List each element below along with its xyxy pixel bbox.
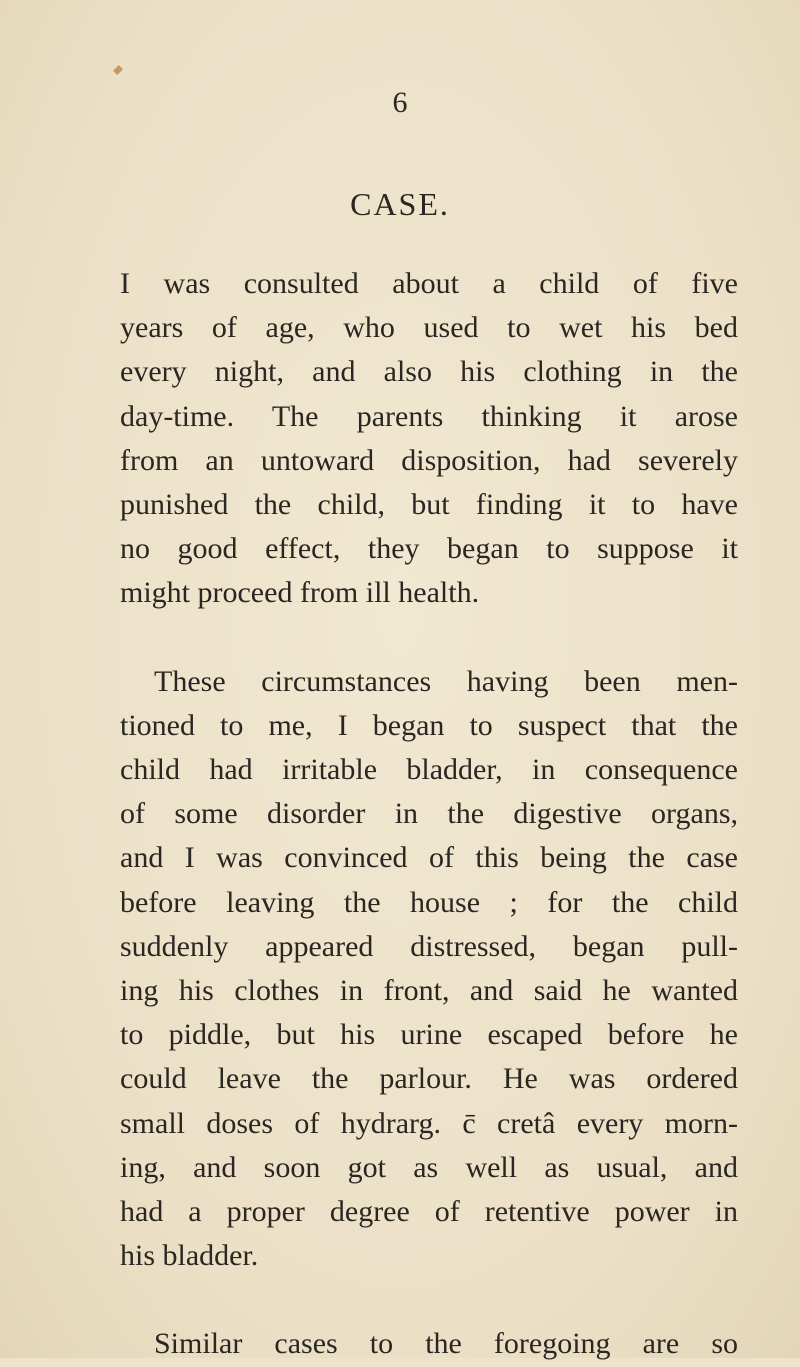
text-line: small doses of hydrarg. c̄ cretâ every morn- (120, 1106, 738, 1140)
text-line: from an untoward disposition, had severely (120, 443, 738, 477)
text-line: might proceed from ill health. (120, 576, 480, 610)
paragraph-3 (120, 1322, 738, 1366)
text-line: These circumstances having been men- (154, 664, 738, 698)
text-line: before leaving the house ; for the child (120, 885, 738, 919)
ink-spot (113, 65, 123, 75)
text-line: punished the child, but finding it to have (120, 488, 738, 522)
body-text (120, 262, 738, 1367)
text-line: no good effect, they began to suppose it (120, 532, 738, 566)
text-line: suddenly appeared distressed, began pull- (120, 929, 738, 963)
text-line: had a proper degree of retentive power in (120, 1195, 738, 1229)
text-line: ing his clothes in front, and said he wanted (120, 974, 738, 1008)
text-line: every night, and also his clothing in the (120, 355, 738, 389)
text-line: and I was convinced of this being the case (120, 841, 738, 875)
text-line: could leave the parlour. He was ordered (120, 1062, 738, 1096)
text-line: child had irritable bladder, in consequence (120, 753, 738, 787)
page-number: 6 (392, 86, 408, 119)
text-line: of some disorder in the digestive organs, (120, 797, 738, 831)
section-heading: CASE. (350, 186, 450, 222)
text-line: his bladder. (120, 1239, 259, 1273)
text-line: tioned to me, I began to suspect that the (120, 708, 738, 742)
paragraph-1 (120, 262, 738, 616)
text-line: ing, and soon got as well as usual, and (120, 1150, 738, 1184)
text-line: years of age, who used to wet his bed (120, 311, 738, 345)
paragraph-2 (120, 660, 738, 1279)
text-line: I was consulted about a child of five (120, 267, 738, 300)
text-line: day-time. The parents thinking it arose (120, 399, 738, 433)
text-line: Similar cases to the foregoing are so (154, 1327, 738, 1361)
text-line: to piddle, but his urine escaped before he (120, 1018, 738, 1052)
